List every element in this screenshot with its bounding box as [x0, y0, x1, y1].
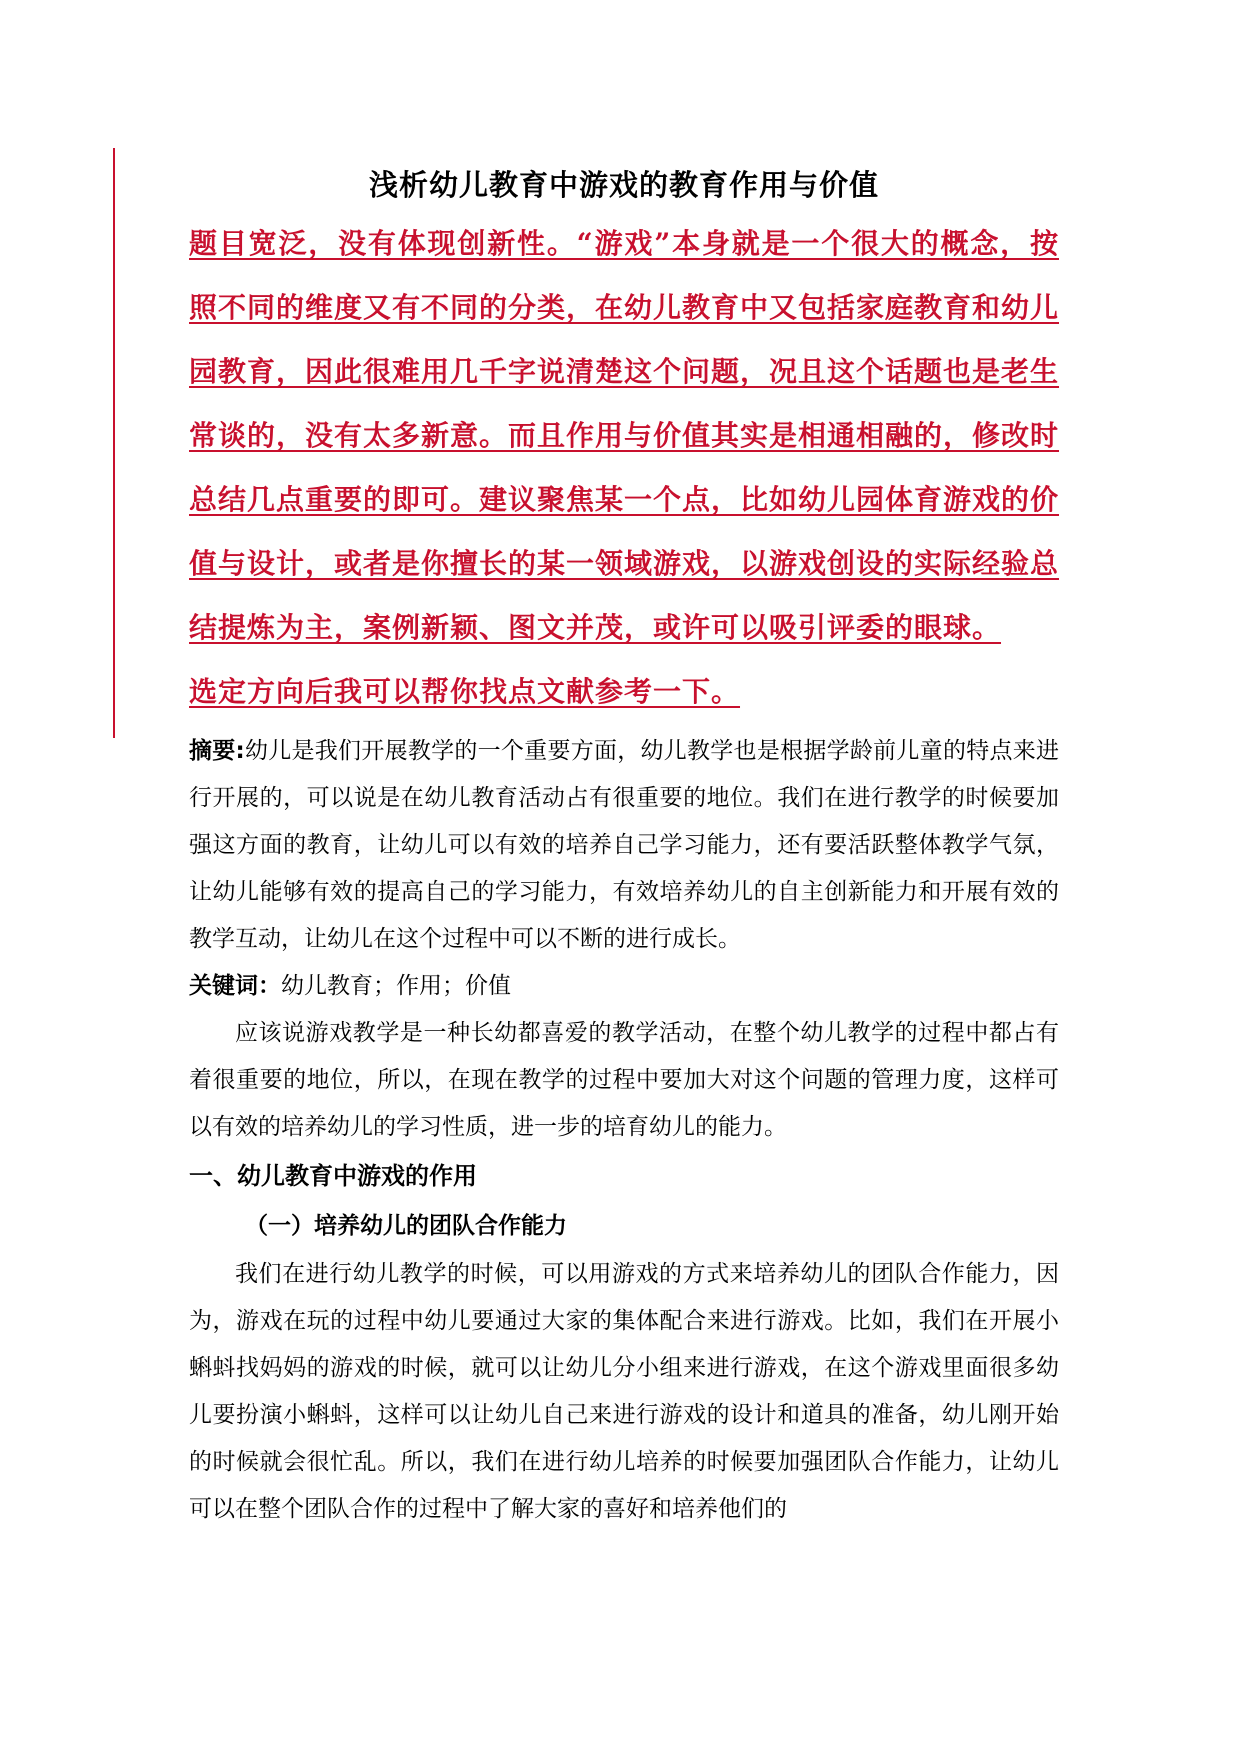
- abstract-text: 幼儿是我们开展教学的一个重要方面，幼儿教学也是根据学龄前儿童的特点来进行开展的，可以说是在幼儿教育活动占有很重要的地位。我们在进行教学的时候要加强这方面的教育，让幼儿可以有效的培养自己学习能力，还有要活跃整体教学气氛，让幼儿能够有效的提高自己的学习能力，有效培养幼儿的自主创新能力和开展有效的教学互动，让幼儿在这个过程中可以不断的进行成长。: [189, 738, 1060, 952]
- section-heading: 一、幼儿教育中游戏的作用: [189, 1162, 477, 1190]
- keywords-line: [189, 963, 1059, 1010]
- abstract-paragraph: [189, 728, 1059, 963]
- intro-paragraph: 应该说游戏教学是一种长幼都喜爱的教学活动，在整个幼儿教学的过程中都占有着很重要的地位，所以，在现在教学的过程中要加大对这个问题的管理力度，这样可以有效的培养幼儿的学习性质，进一步的培育幼儿的能力。: [189, 1020, 1059, 1140]
- document-title: 浅析幼儿教育中游戏的教育作用与价值: [368, 168, 879, 202]
- document-page: [189, 158, 1059, 1533]
- review-comment-followup: 选定方向后我可以帮你找点文献参考一下。: [189, 675, 741, 708]
- revision-change-bar: [113, 148, 115, 738]
- subsection-paragraph: 我们在进行幼儿教学的时候，可以用游戏的方式来培养幼儿的团队合作能力，因为，游戏在玩的过程中幼儿要通过大家的集体配合来进行游戏。比如，我们在开展小蝌蚪找妈妈的游戏的时候，就可以让幼儿分小组来进行游戏，在这个游戏里面很多幼儿要扮演小蝌蚪，这样可以让幼儿自己来进行游戏的设计和道具的准备，幼儿刚开始的时候就会很忙乱。所以，我们在进行幼儿培养的时候要加强团队合作能力，让幼儿可以在整个团队合作的过程中了解大家的喜好和培养他们的: [189, 1261, 1059, 1522]
- abstract-label: 摘要:: [189, 738, 245, 764]
- keywords-text: 幼儿教育；作用；价值: [281, 973, 511, 999]
- keywords-label: 关键词：: [189, 973, 281, 999]
- subsection-heading: （一）培养幼儿的团队合作能力: [245, 1212, 567, 1239]
- review-comment-paragraph: 题目宽泛，没有体现创新性。“游戏”本身就是一个很大的概念，按照不同的维度又有不同的分类，在幼儿教育中又包括家庭教育和幼儿园教育，因此很难用几千字说清楚这个问题，况且这个话题也是老生常谈的，没有太多新意。而且作用与价值其实是相通相融的，修改时总结几点重要的即可。建议聚焦某一个点，比如幼儿园体育游戏的价值与设计，或者是你擅长的某一领域游戏，以游戏创设的实际经验总结提炼为主，案例新颖、图文并茂，或许可以吸引评委的眼球。: [189, 227, 1060, 644]
